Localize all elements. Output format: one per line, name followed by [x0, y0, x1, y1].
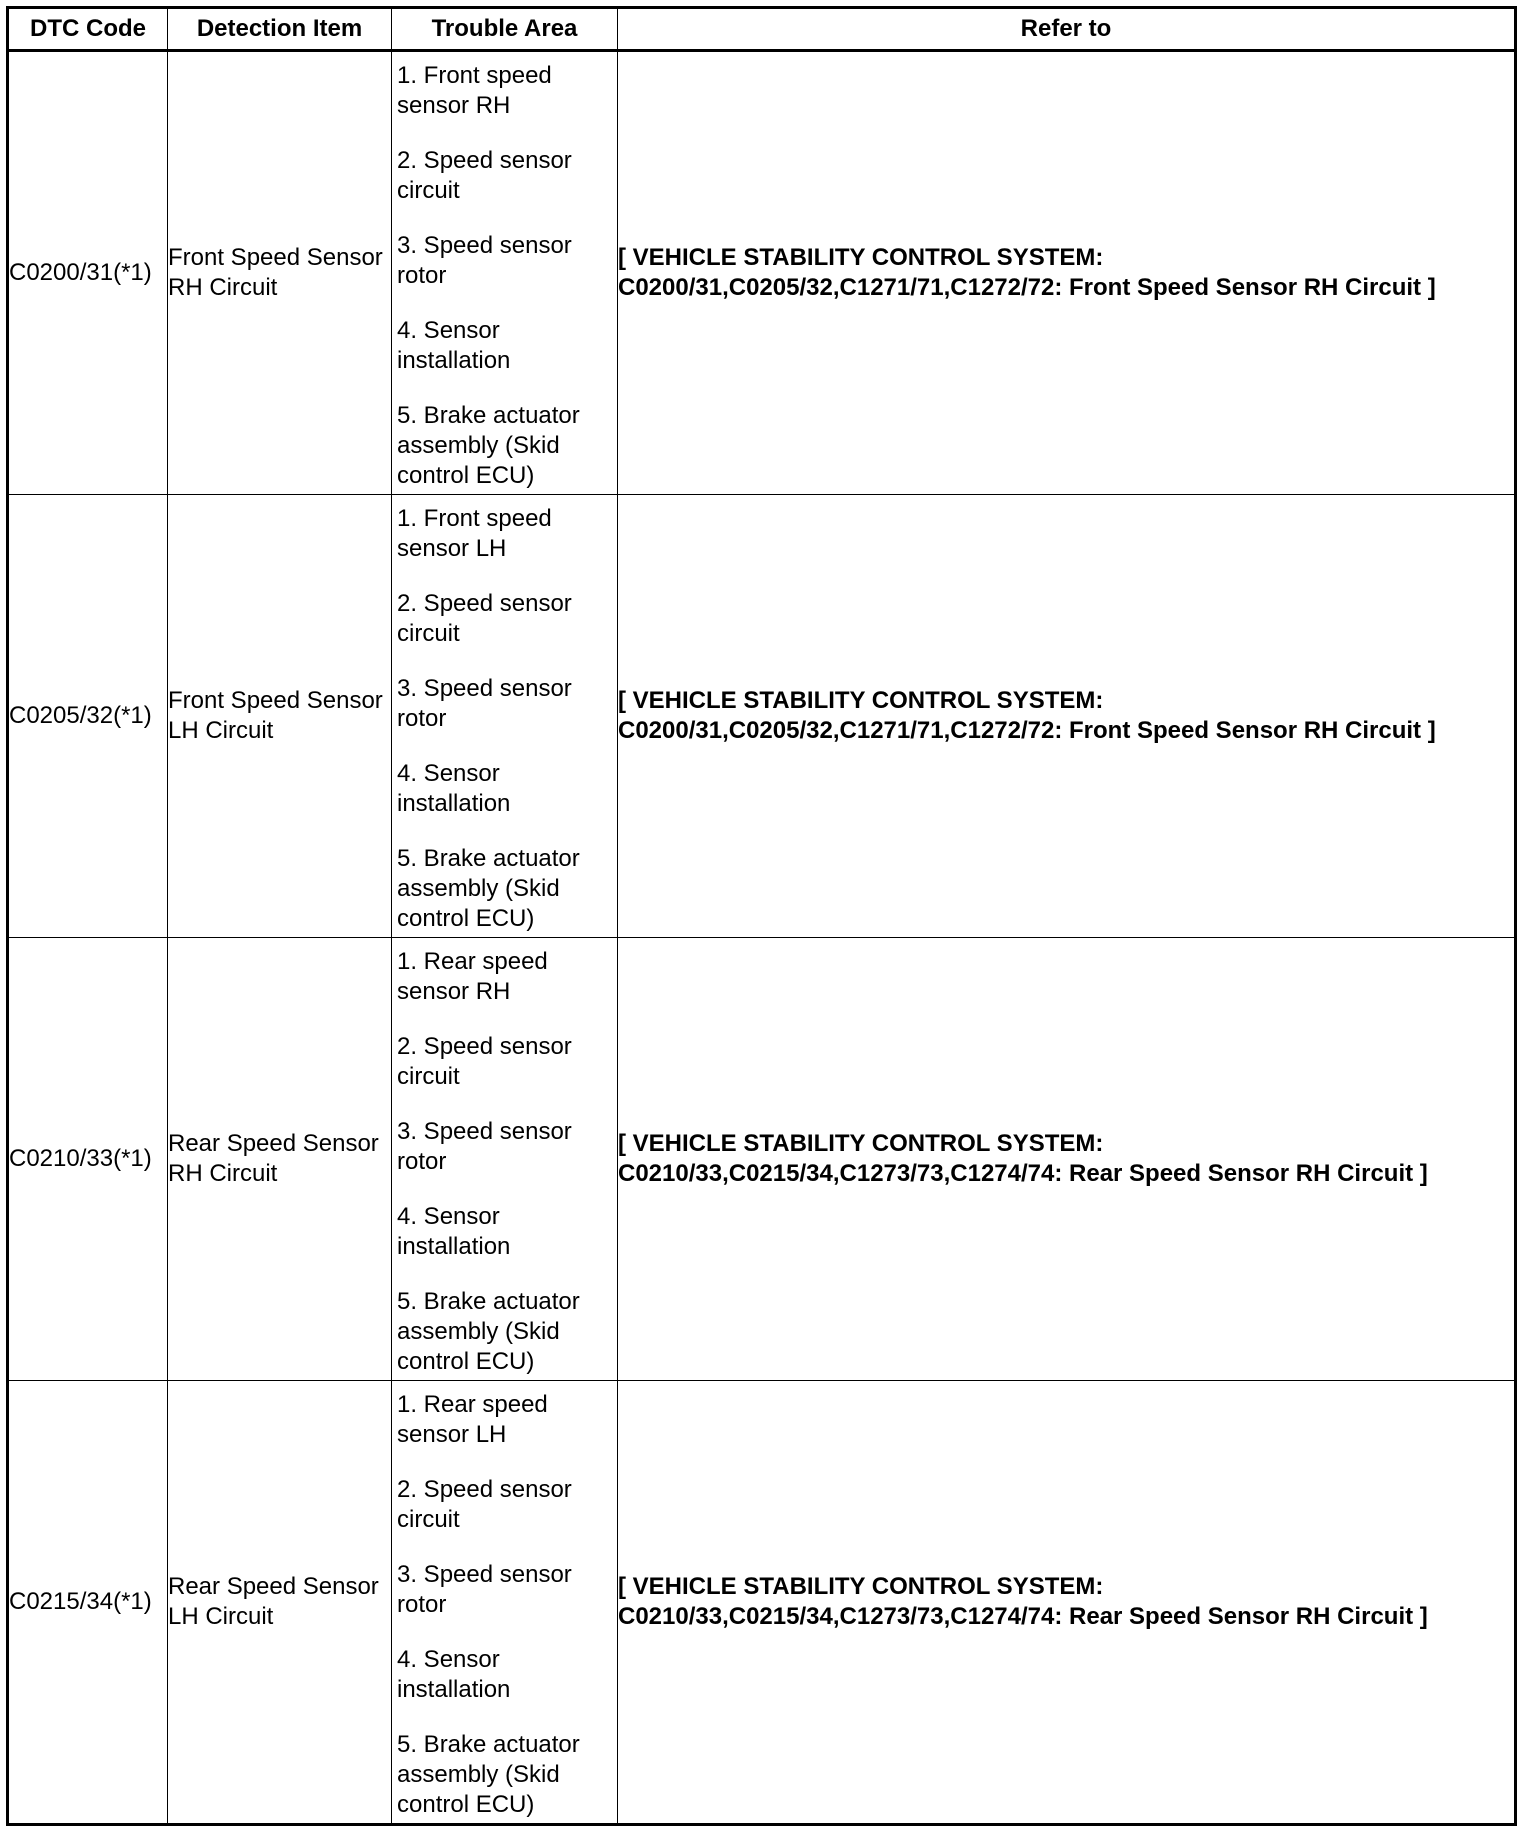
refer-to-link-line[interactable]: C0200/31,C0205/32,C1271/71,C1272/72: Front Speed Sensor RH Circuit ] [618, 717, 1436, 744]
trouble-area-item: 5. Brake actuator assembly (Skid control ECU) [397, 844, 580, 932]
trouble-area-cell [392, 938, 618, 1381]
header-trouble-area: Trouble Area [392, 8, 618, 51]
trouble-area-cell [392, 1381, 618, 1825]
trouble-area-item: 5. Brake actuator assembly (Skid control ECU) [397, 1730, 580, 1818]
dtc-code-cell: C0205/32(*1) [8, 495, 168, 938]
refer-to-link-line[interactable]: C0210/33,C0215/34,C1273/73,C1274/74: Rear Speed Sensor RH Circuit ] [618, 1160, 1428, 1187]
header-dtc-code: DTC Code [8, 8, 168, 51]
trouble-area-list [392, 497, 617, 936]
trouble-area-item: 4. Sensor installation [397, 759, 511, 817]
trouble-area-item: 3. Speed sensor rotor [397, 231, 572, 289]
dtc-table [6, 6, 1517, 1826]
table-row [8, 495, 1516, 938]
trouble-area-cell [392, 51, 618, 495]
refer-to-cell [618, 51, 1516, 495]
trouble-area-item: 3. Speed sensor rotor [397, 1560, 572, 1618]
detection-item-cell: Front Speed Sensor LH Circuit [168, 495, 392, 938]
header-detection-item: Detection Item [168, 8, 392, 51]
trouble-area-item: 4. Sensor installation [397, 316, 511, 374]
table-row [8, 938, 1516, 1381]
trouble-area-item: 3. Speed sensor rotor [397, 1117, 572, 1175]
table-row [8, 51, 1516, 495]
refer-to-link-line[interactable]: [ VEHICLE STABILITY CONTROL SYSTEM: [618, 687, 1104, 714]
detection-item-cell: Rear Speed Sensor LH Circuit [168, 1381, 392, 1825]
trouble-area-list [392, 940, 617, 1379]
trouble-area-item: 1. Rear speed sensor RH [397, 947, 548, 1005]
trouble-area-item: 5. Brake actuator assembly (Skid control ECU) [397, 1287, 580, 1375]
trouble-area-item: 2. Speed sensor circuit [397, 1032, 572, 1090]
trouble-area-list [392, 54, 617, 493]
trouble-area-cell [392, 495, 618, 938]
refer-to-link-line[interactable]: [ VEHICLE STABILITY CONTROL SYSTEM: [618, 244, 1104, 271]
header-refer-to: Refer to [618, 8, 1516, 51]
header-row [8, 8, 1516, 51]
trouble-area-item: 2. Speed sensor circuit [397, 589, 572, 647]
refer-to-link-line[interactable]: [ VEHICLE STABILITY CONTROL SYSTEM: [618, 1130, 1104, 1157]
trouble-area-item: 1. Rear speed sensor LH [397, 1390, 548, 1448]
refer-to-link-line[interactable]: C0200/31,C0205/32,C1271/71,C1272/72: Front Speed Sensor RH Circuit ] [618, 274, 1436, 301]
dtc-code-cell: C0210/33(*1) [8, 938, 168, 1381]
refer-to-cell [618, 938, 1516, 1381]
trouble-area-item: 4. Sensor installation [397, 1645, 511, 1703]
trouble-area-item: 4. Sensor installation [397, 1202, 511, 1260]
detection-item-cell: Front Speed Sensor RH Circuit [168, 51, 392, 495]
refer-to-link-line[interactable]: [ VEHICLE STABILITY CONTROL SYSTEM: [618, 1573, 1104, 1600]
trouble-area-item: 5. Brake actuator assembly (Skid control ECU) [397, 401, 580, 489]
table-header [8, 8, 1516, 51]
detection-item-cell: Rear Speed Sensor RH Circuit [168, 938, 392, 1381]
trouble-area-item: 3. Speed sensor rotor [397, 674, 572, 732]
trouble-area-item: 1. Front speed sensor RH [397, 61, 552, 119]
dtc-code-cell: C0200/31(*1) [8, 51, 168, 495]
trouble-area-item: 1. Front speed sensor LH [397, 504, 552, 562]
dtc-code-cell: C0215/34(*1) [8, 1381, 168, 1825]
table-row [8, 1381, 1516, 1825]
trouble-area-item: 2. Speed sensor circuit [397, 146, 572, 204]
refer-to-cell [618, 495, 1516, 938]
refer-to-link-line[interactable]: C0210/33,C0215/34,C1273/73,C1274/74: Rear Speed Sensor RH Circuit ] [618, 1603, 1428, 1630]
refer-to-cell [618, 1381, 1516, 1825]
trouble-area-list [392, 1383, 617, 1822]
table-body [8, 51, 1516, 1825]
trouble-area-item: 2. Speed sensor circuit [397, 1475, 572, 1533]
